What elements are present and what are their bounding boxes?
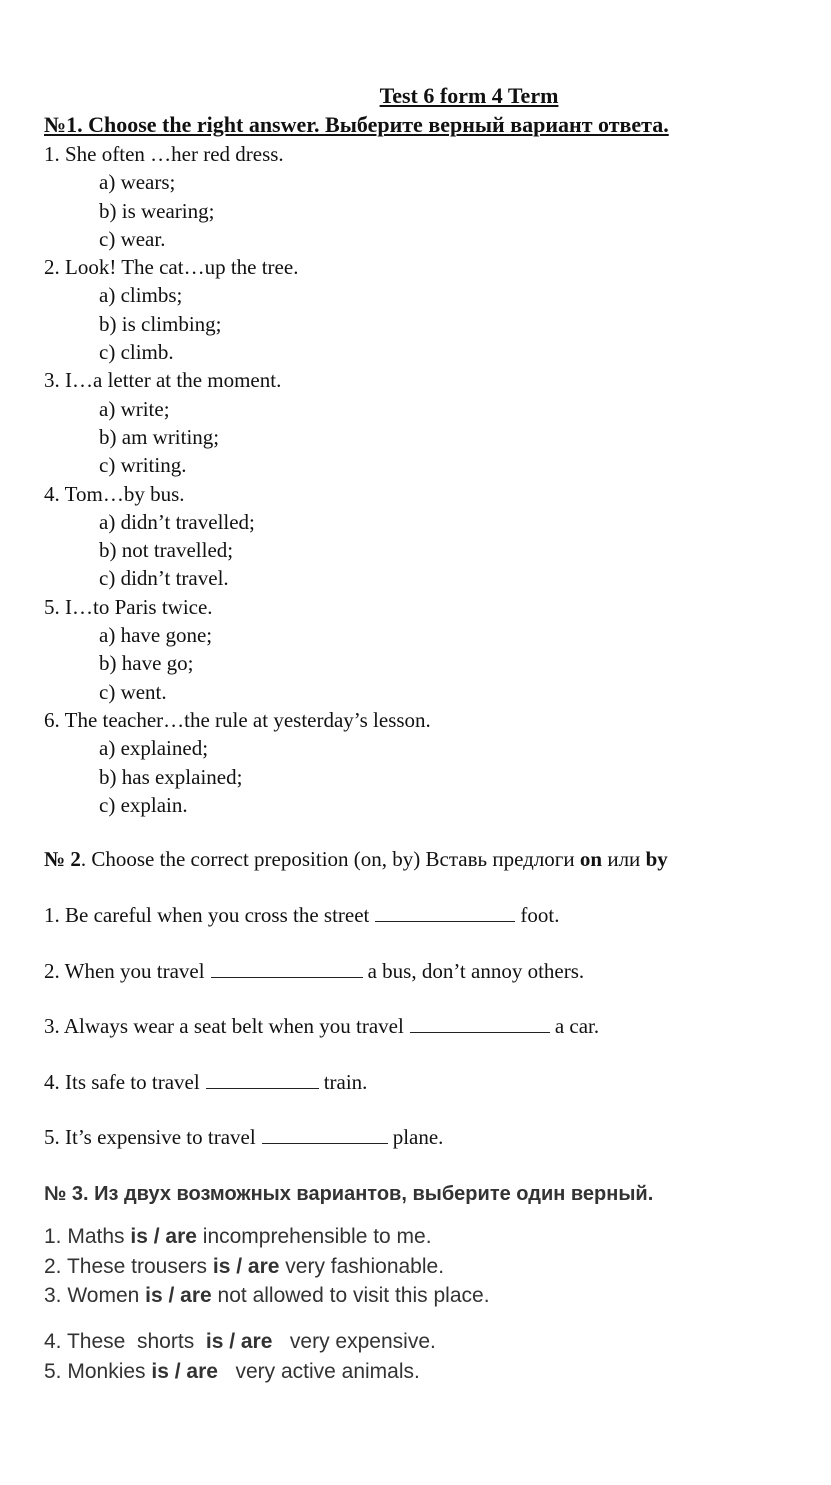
s3-item-5-before: 5. Monkies <box>44 1360 152 1383</box>
s3-item-1-after: incomprehensible to me. <box>196 1225 432 1248</box>
section-2-item-4 <box>44 1068 367 1096</box>
s3-item-4-choice[interactable]: is / are <box>205 1330 273 1353</box>
s3-item-5-choice[interactable]: is / are <box>151 1360 218 1383</box>
question-2-option-a: a) climbs; <box>99 283 183 308</box>
s3-item-3-before: 3. Women <box>44 1284 146 1307</box>
question-3-option-c: c) writing. <box>99 453 187 478</box>
question-4-stem: 4. Tom…by bus. <box>44 481 185 506</box>
section-2-item-1 <box>44 901 559 929</box>
section-3-item-2 <box>44 1253 444 1281</box>
item-3-text-after: a car. <box>554 1014 600 1038</box>
s3-item-5-after: very active animals. <box>217 1360 420 1383</box>
question-1-option-c: c) wear. <box>99 226 166 251</box>
question-5-option-c: c) went. <box>99 679 167 704</box>
item-5-text-after: plane. <box>392 1125 444 1149</box>
answer-blank-4[interactable] <box>206 1068 319 1089</box>
s3-item-1-choice[interactable]: is / are <box>130 1225 197 1248</box>
section-2-heading <box>44 845 668 873</box>
item-5-text-before: 5. It’s expensive to travel <box>44 1125 256 1149</box>
question-2-option-b: b) is climbing; <box>99 311 222 336</box>
question-5-stem: 5. I…to Paris twice. <box>44 594 213 619</box>
section-2-item-5 <box>44 1123 443 1151</box>
section-2-item-3 <box>44 1012 599 1040</box>
section-2-instruction: . Choose the correct preposition (on, by) Вставь предлоги <box>80 847 580 871</box>
answer-blank-1[interactable] <box>375 901 515 922</box>
question-1-stem: 1. She often …her red dress. <box>44 142 284 166</box>
item-4-text-before: 4. Its safe to travel <box>44 1070 200 1094</box>
section-3-heading: № 3. Из двух возможных вариантов, выберите один верный. <box>44 1183 654 1205</box>
item-2-text-after: a bus, don’t annoy others. <box>367 959 585 983</box>
question-3-option-a: a) write; <box>99 396 170 421</box>
section-1-question-list <box>44 140 824 819</box>
question-6-option-b: b) has explained; <box>99 764 243 789</box>
section-1-heading: №1. Choose the right answer. Выберите верный вариант ответа. <box>44 112 669 137</box>
answer-blank-5[interactable] <box>262 1123 388 1144</box>
s3-item-3-after: not allowed to visit this place. <box>211 1284 490 1307</box>
question-2-option-c: c) climb. <box>99 340 174 365</box>
page-title: Test 6 form 4 Term <box>379 83 559 108</box>
question-2-stem: 2. Look! The cat…up the tree. <box>44 255 299 280</box>
item-2-text-before: 2. When you travel <box>44 959 205 983</box>
question-3-stem: 3. I…a letter at the moment. <box>44 368 282 393</box>
s3-item-1-before: 1. Maths <box>44 1225 131 1248</box>
answer-blank-3[interactable] <box>410 1012 550 1033</box>
answer-blank-2[interactable] <box>211 957 363 978</box>
question-6-stem: 6. The teacher…the rule at yesterday’s lesson. <box>44 707 431 732</box>
question-1-option-b: b) is wearing; <box>99 198 215 223</box>
section-3-item-1 <box>44 1223 432 1251</box>
question-4-option-c: c) didn’t travel. <box>99 566 229 591</box>
question-6-option-a: a) explained; <box>99 736 209 761</box>
s3-item-4-before: 4. These shorts <box>44 1330 206 1353</box>
section-2-word-on: on <box>579 847 603 871</box>
s3-item-4-after: very expensive. <box>272 1330 436 1353</box>
question-5-option-b: b) have go; <box>99 651 194 676</box>
section-3-item-4 <box>44 1328 436 1356</box>
s3-item-2-choice[interactable]: is / are <box>212 1255 280 1278</box>
section-2-item-2 <box>44 957 584 985</box>
question-3-option-b: b) am writing; <box>99 424 220 449</box>
section-2-word-or: или <box>602 847 646 871</box>
section-3-item-3 <box>44 1282 490 1310</box>
question-1-option-a: a) wears; <box>99 170 176 195</box>
section-3-item-5 <box>44 1358 420 1386</box>
question-4-option-a: a) didn’t travelled; <box>99 509 255 534</box>
s3-item-2-after: very fashionable. <box>279 1255 445 1278</box>
section-2-word-by: by <box>645 847 668 871</box>
s3-item-3-choice[interactable]: is / are <box>145 1284 212 1307</box>
item-1-text-after: foot. <box>520 903 560 927</box>
item-1-text-before: 1. Be careful when you cross the street <box>44 903 370 927</box>
item-4-text-after: train. <box>323 1070 368 1094</box>
s3-item-2-before: 2. These trousers <box>44 1255 213 1278</box>
question-5-option-a: a) have gone; <box>99 623 213 648</box>
section-2-number: № 2 <box>44 847 81 871</box>
question-4-option-b: b) not travelled; <box>99 538 234 563</box>
item-3-text-before: 3. Always wear a seat belt when you travel <box>44 1014 404 1038</box>
question-6-option-c: c) explain. <box>99 792 188 817</box>
